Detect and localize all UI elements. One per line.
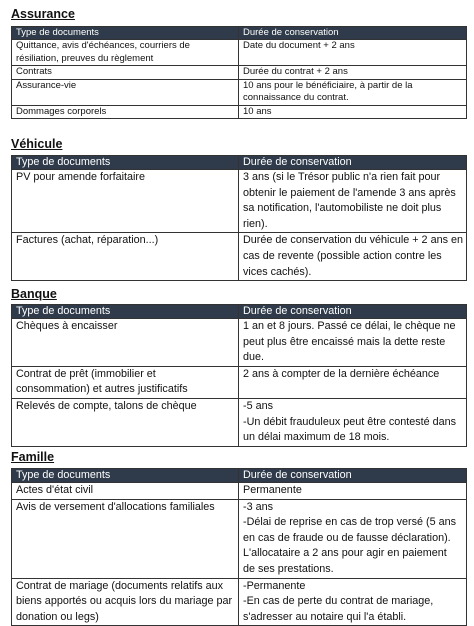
table-row [12, 40, 467, 66]
cell-line: Contrats [16, 66, 52, 77]
cell-line: en cas de fraude ou de fausse déclaration). [243, 531, 451, 544]
table-assurance [11, 26, 467, 119]
cell-line: Chèques à encaisser [16, 320, 118, 332]
header-duration: Durée de conservation [239, 27, 467, 40]
cell-line: Contrat de mariage (documents relatifs aux [16, 579, 224, 592]
section-title-banque: Banque [11, 287, 57, 301]
document-type-cell [12, 66, 239, 80]
table-row [12, 366, 467, 398]
cell-line: 10 ans [243, 105, 272, 117]
cell-line: Factures (achat, réparation...) [16, 234, 159, 247]
cell-line: -5 ans [243, 399, 274, 412]
cell-line: Permanente [243, 484, 302, 496]
retention-duration-cell [239, 79, 467, 105]
cell-line: Actes d'état civil [16, 484, 94, 496]
cell-line: -Délai de reprise en cas de trop versé (5 ans [243, 516, 457, 529]
cell-line: résiliation, preuves du règlement [16, 52, 154, 64]
cell-line: 1 an et 8 jours. Passé ce délai, le chèque ne [243, 320, 456, 332]
cell-line: 10 ans pour le bénéficiaire, à partir de la [243, 79, 413, 91]
table-row [12, 79, 467, 105]
cell-line: -Un débit frauduleux peut être contesté dans [243, 415, 457, 428]
cell-line: consommation) et autres justificatifs [16, 383, 188, 396]
cell-line: donation ou legs) [16, 610, 99, 623]
cell-line: PV pour amende forfaitaire [16, 171, 146, 183]
cell-line: Durée du contrat + 2 ans [243, 66, 348, 77]
cell-line: vices cachés). [243, 265, 312, 278]
table-row [12, 105, 467, 119]
table-row [12, 398, 467, 446]
cell-line: connaissance du contrat. [243, 92, 349, 103]
table-vehicule [11, 155, 467, 281]
retention-duration-cell [239, 578, 467, 626]
document-type-cell [12, 578, 239, 626]
retention-duration-cell [239, 483, 467, 500]
retention-duration-cell [239, 105, 467, 119]
section-title-vehicule: Véhicule [11, 137, 63, 151]
header-type: Type de documents [12, 305, 239, 319]
document-type-cell [12, 233, 239, 281]
section-title-famille: Famille [11, 450, 55, 464]
cell-line: de ses prestations. [243, 562, 334, 575]
cell-line: Avis de versement d'allocations familiales [16, 500, 215, 513]
document-type-cell [12, 79, 239, 105]
cell-line: Assurance-vie [16, 79, 77, 91]
cell-line: Relevés de compte, talons de chèque [16, 399, 197, 412]
cell-line: Date du document + 2 ans [243, 40, 355, 51]
cell-line: cas de revente (possible action contre les [243, 249, 442, 262]
table-row [12, 233, 467, 281]
cell-line: L'allocataire a 2 ans pour agir en paiement [243, 547, 447, 560]
document-type-cell [12, 319, 239, 367]
table-row [12, 170, 467, 233]
header-duration: Durée de conservation [239, 305, 467, 319]
header-type: Type de documents [12, 27, 239, 40]
table-row [12, 319, 467, 367]
document-type-cell [12, 105, 239, 119]
cell-line: -3 ans [243, 500, 274, 513]
header-type: Type de documents [12, 469, 239, 483]
header-duration: Durée de conservation [239, 469, 467, 483]
cell-line: 2 ans à compter de la dernière échéance [243, 367, 440, 380]
document-type-cell [12, 366, 239, 398]
cell-line: 3 ans (si le Trésor public n'a rien fait pour [243, 171, 441, 183]
document-type-cell [12, 170, 239, 233]
section-title-assurance: Assurance [11, 7, 75, 21]
document-type-cell [12, 483, 239, 500]
cell-line: biens apportés ou acquis lors du mariage par [16, 595, 233, 608]
cell-line: s'adresser au notaire qui l'a établi. [243, 610, 407, 623]
retention-duration-cell [239, 170, 467, 233]
cell-line: -En cas de perte du contrat de mariage, [243, 595, 434, 608]
retention-duration-cell [239, 66, 467, 80]
cell-line: Dommages corporels [16, 105, 107, 117]
retention-duration-cell [239, 319, 467, 367]
cell-line: due. [243, 351, 265, 364]
cell-line: -Permanente [243, 579, 306, 592]
cell-line: peut plus être encaissé mais la dette reste [243, 335, 446, 348]
header-type: Type de documents [12, 156, 239, 170]
cell-line: rien). [243, 217, 268, 230]
cell-line: Durée de conservation du véhicule + 2 ans en [243, 234, 463, 247]
cell-line: Quittance, avis d'échéances, courriers de [16, 40, 190, 51]
retention-duration-cell [239, 366, 467, 398]
table-row [12, 483, 467, 500]
retention-duration-cell [239, 40, 467, 66]
cell-line: un délai maximum de 18 mois. [243, 431, 390, 444]
table-row [12, 66, 467, 80]
cell-line: sa notification, l'automobiliste ne doit plus [243, 202, 442, 215]
cell-line: obtenir le paiement de l'amende 3 ans après [243, 186, 456, 199]
table-famille [11, 468, 467, 626]
retention-duration-cell [239, 499, 467, 578]
table-row [12, 499, 467, 578]
document-type-cell [12, 398, 239, 446]
document-type-cell [12, 40, 239, 66]
retention-duration-cell [239, 398, 467, 446]
table-banque [11, 304, 467, 447]
document-type-cell [12, 499, 239, 578]
retention-duration-cell [239, 233, 467, 281]
table-row [12, 578, 467, 626]
header-duration: Durée de conservation [239, 156, 467, 170]
cell-line: Contrat de prêt (immobilier et [16, 367, 156, 380]
